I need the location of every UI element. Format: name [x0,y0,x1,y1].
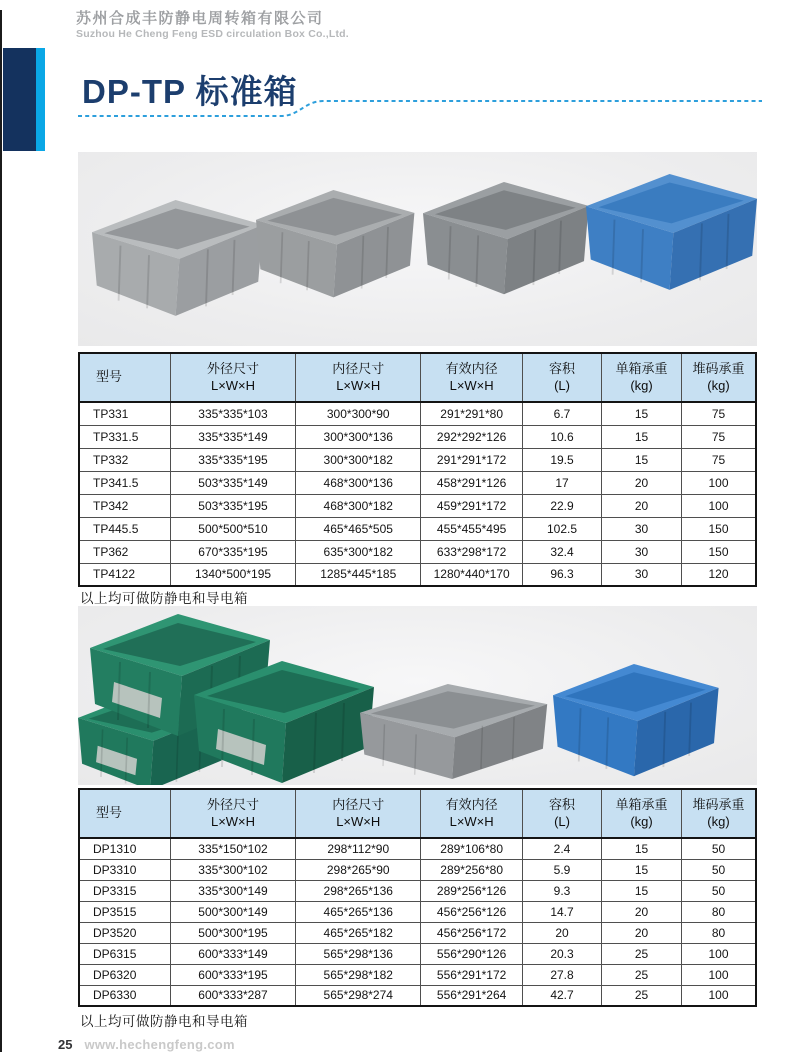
cell-volume: 96.3 [522,563,601,586]
cell-inner-size: 1285*445*185 [296,563,421,586]
cell-effective-size: 556*291*264 [421,985,523,1006]
cell-box-load: 25 [602,943,682,964]
column-header-effective-size: 有效内径 L×W×H [421,789,523,838]
cell-volume: 27.8 [522,964,601,985]
tote-box-gray-long [360,684,547,779]
cell-outer-size: 335*335*195 [170,448,295,471]
cell-stack-load: 100 [681,943,756,964]
cell-effective-size: 556*291*172 [421,964,523,985]
cell-effective-size: 556*290*126 [421,943,523,964]
cell-effective-size: 633*298*172 [421,540,523,563]
tote-box-gray-light [92,200,263,316]
header-row [79,789,756,838]
cell-box-load: 25 [602,985,682,1006]
dp-spec-table [78,788,757,1007]
column-header-box-load: 单箱承重 (kg) [602,789,682,838]
cell-outer-size: 503*335*195 [170,494,295,517]
cell-box-load: 30 [602,540,682,563]
cell-effective-size: 289*256*126 [421,880,523,901]
cell-box-load: 15 [602,402,682,425]
column-header-outer-size: 外径尺寸 L×W×H [170,353,295,402]
cell-effective-size: 1280*440*170 [421,563,523,586]
column-header-model: 型号 [79,353,170,402]
column-header-inner-size: 内径尺寸 L×W×H [296,353,421,402]
product-photo-dp [78,606,757,785]
cell-volume: 22.9 [522,494,601,517]
table-row [79,880,756,901]
cell-model: TP4122 [79,563,170,586]
dp-boxes-illustration [78,606,757,785]
cell-stack-load: 75 [681,402,756,425]
table-row [79,517,756,540]
cell-effective-size: 292*292*126 [421,425,523,448]
cell-box-load: 30 [602,517,682,540]
cell-stack-load: 80 [681,922,756,943]
page-footer [58,1037,235,1052]
cell-model: TP445.5 [79,517,170,540]
dotted-divider [0,95,812,125]
cell-outer-size: 500*300*149 [170,901,295,922]
cell-volume: 10.6 [522,425,601,448]
cell-volume: 20.3 [522,943,601,964]
cell-stack-load: 50 [681,838,756,859]
cell-box-load: 15 [602,425,682,448]
cell-inner-size: 298*265*136 [296,880,421,901]
table-row [79,494,756,517]
cell-model: TP341.5 [79,471,170,494]
cell-stack-load: 80 [681,901,756,922]
cell-box-load: 20 [602,471,682,494]
table-row [79,540,756,563]
cell-volume: 5.9 [522,859,601,880]
cell-model: DP6330 [79,985,170,1006]
tote-box-gray-mid [256,190,414,297]
cell-inner-size: 565*298*182 [296,964,421,985]
cell-effective-size: 289*106*80 [421,838,523,859]
cell-box-load: 15 [602,859,682,880]
cell-inner-size: 465*265*182 [296,922,421,943]
note-esd-dp: 以上均可做防静电和导电箱 [80,1014,248,1029]
table-row [79,964,756,985]
cell-inner-size: 465*465*505 [296,517,421,540]
cell-model: DP1310 [79,838,170,859]
column-header-stack-load: 堆码承重 (kg) [681,789,756,838]
cell-stack-load: 100 [681,471,756,494]
cell-stack-load: 100 [681,985,756,1006]
cell-outer-size: 335*150*102 [170,838,295,859]
table-row [79,425,756,448]
cell-inner-size: 465*265*136 [296,901,421,922]
table-row [79,859,756,880]
tp-boxes-illustration [78,152,757,346]
cell-stack-load: 50 [681,880,756,901]
column-header-outer-size: 外径尺寸 L×W×H [170,789,295,838]
cell-box-load: 20 [602,901,682,922]
column-header-box-load: 单箱承重 (kg) [602,353,682,402]
cell-effective-size: 289*256*80 [421,859,523,880]
cell-inner-size: 300*300*136 [296,425,421,448]
cell-effective-size: 456*256*126 [421,901,523,922]
table-row [79,838,756,859]
cell-model: TP331 [79,402,170,425]
cell-outer-size: 600*333*149 [170,943,295,964]
cell-outer-size: 670*335*195 [170,540,295,563]
tote-box-blue [586,174,757,290]
cell-inner-size: 565*298*274 [296,985,421,1006]
product-photo-tp [78,152,757,346]
cell-stack-load: 100 [681,964,756,985]
cell-effective-size: 456*256*172 [421,922,523,943]
tp-spec-table [78,352,757,587]
cell-inner-size: 298*265*90 [296,859,421,880]
table-row [79,402,756,425]
cell-model: DP3310 [79,859,170,880]
cell-model: TP332 [79,448,170,471]
page-number: 25 [58,1037,73,1052]
cell-stack-load: 100 [681,494,756,517]
cell-outer-size: 335*300*102 [170,859,295,880]
header-row [79,353,756,402]
table-row [79,448,756,471]
cell-outer-size: 1340*500*195 [170,563,295,586]
table-row [79,901,756,922]
column-header-volume: 容积 (L) [522,789,601,838]
cell-model: DP3515 [79,901,170,922]
left-edge-line [0,10,2,1052]
cell-inner-size: 565*298*136 [296,943,421,964]
cell-box-load: 30 [602,563,682,586]
column-header-model: 型号 [79,789,170,838]
cell-box-load: 20 [602,494,682,517]
cell-box-load: 20 [602,922,682,943]
column-header-stack-load: 堆码承重 (kg) [681,353,756,402]
website-url: www.hechengfeng.com [84,1037,235,1052]
column-header-volume: 容积 (L) [522,353,601,402]
cell-volume: 9.3 [522,880,601,901]
cell-inner-size: 468*300*136 [296,471,421,494]
cell-volume: 2.4 [522,838,601,859]
cell-box-load: 25 [602,964,682,985]
cell-stack-load: 75 [681,425,756,448]
cell-model: TP362 [79,540,170,563]
cell-stack-load: 120 [681,563,756,586]
column-header-effective-size: 有效内径 L×W×H [421,353,523,402]
cell-stack-load: 150 [681,540,756,563]
company-name-en: Suzhou He Cheng Feng ESD circulation Box Co.,Ltd. [76,28,349,40]
cell-model: TP331.5 [79,425,170,448]
cell-model: DP3315 [79,880,170,901]
cell-inner-size: 635*300*182 [296,540,421,563]
cell-effective-size: 459*291*172 [421,494,523,517]
cell-inner-size: 468*300*182 [296,494,421,517]
page-title: DP-TP 标准箱 [82,73,298,110]
cell-box-load: 15 [602,448,682,471]
table-row [79,471,756,494]
cell-stack-load: 75 [681,448,756,471]
cell-outer-size: 335*300*149 [170,880,295,901]
cell-effective-size: 291*291*172 [421,448,523,471]
cell-outer-size: 335*335*149 [170,425,295,448]
cell-inner-size: 298*112*90 [296,838,421,859]
cell-outer-size: 600*333*287 [170,985,295,1006]
cell-model: DP6315 [79,943,170,964]
note-esd-tp: 以上均可做防静电和导电箱 [80,591,248,606]
cell-effective-size: 458*291*126 [421,471,523,494]
cell-inner-size: 300*300*90 [296,402,421,425]
cell-inner-size: 300*300*182 [296,448,421,471]
cell-outer-size: 500*500*510 [170,517,295,540]
tote-box-gray-dark [423,182,589,294]
cell-box-load: 15 [602,880,682,901]
cell-effective-size: 455*455*495 [421,517,523,540]
cell-outer-size: 335*335*103 [170,402,295,425]
cell-volume: 19.5 [522,448,601,471]
tote-box-blue [553,664,719,776]
cell-model: DP6320 [79,964,170,985]
cell-outer-size: 503*335*149 [170,471,295,494]
cell-model: TP342 [79,494,170,517]
cell-volume: 17 [522,471,601,494]
column-header-inner-size: 内径尺寸 L×W×H [296,789,421,838]
cell-outer-size: 600*333*195 [170,964,295,985]
cell-stack-load: 50 [681,859,756,880]
table-row [79,985,756,1006]
table-row [79,922,756,943]
cell-model: DP3520 [79,922,170,943]
cell-volume: 6.7 [522,402,601,425]
cell-effective-size: 291*291*80 [421,402,523,425]
table-row [79,563,756,586]
cell-volume: 42.7 [522,985,601,1006]
cell-volume: 102.5 [522,517,601,540]
cell-outer-size: 500*300*195 [170,922,295,943]
cell-volume: 32.4 [522,540,601,563]
cell-volume: 14.7 [522,901,601,922]
cell-stack-load: 150 [681,517,756,540]
cell-box-load: 15 [602,838,682,859]
table-row [79,943,756,964]
cell-volume: 20 [522,922,601,943]
company-name-cn: 苏州合成丰防静电周转箱有限公司 [76,10,324,27]
